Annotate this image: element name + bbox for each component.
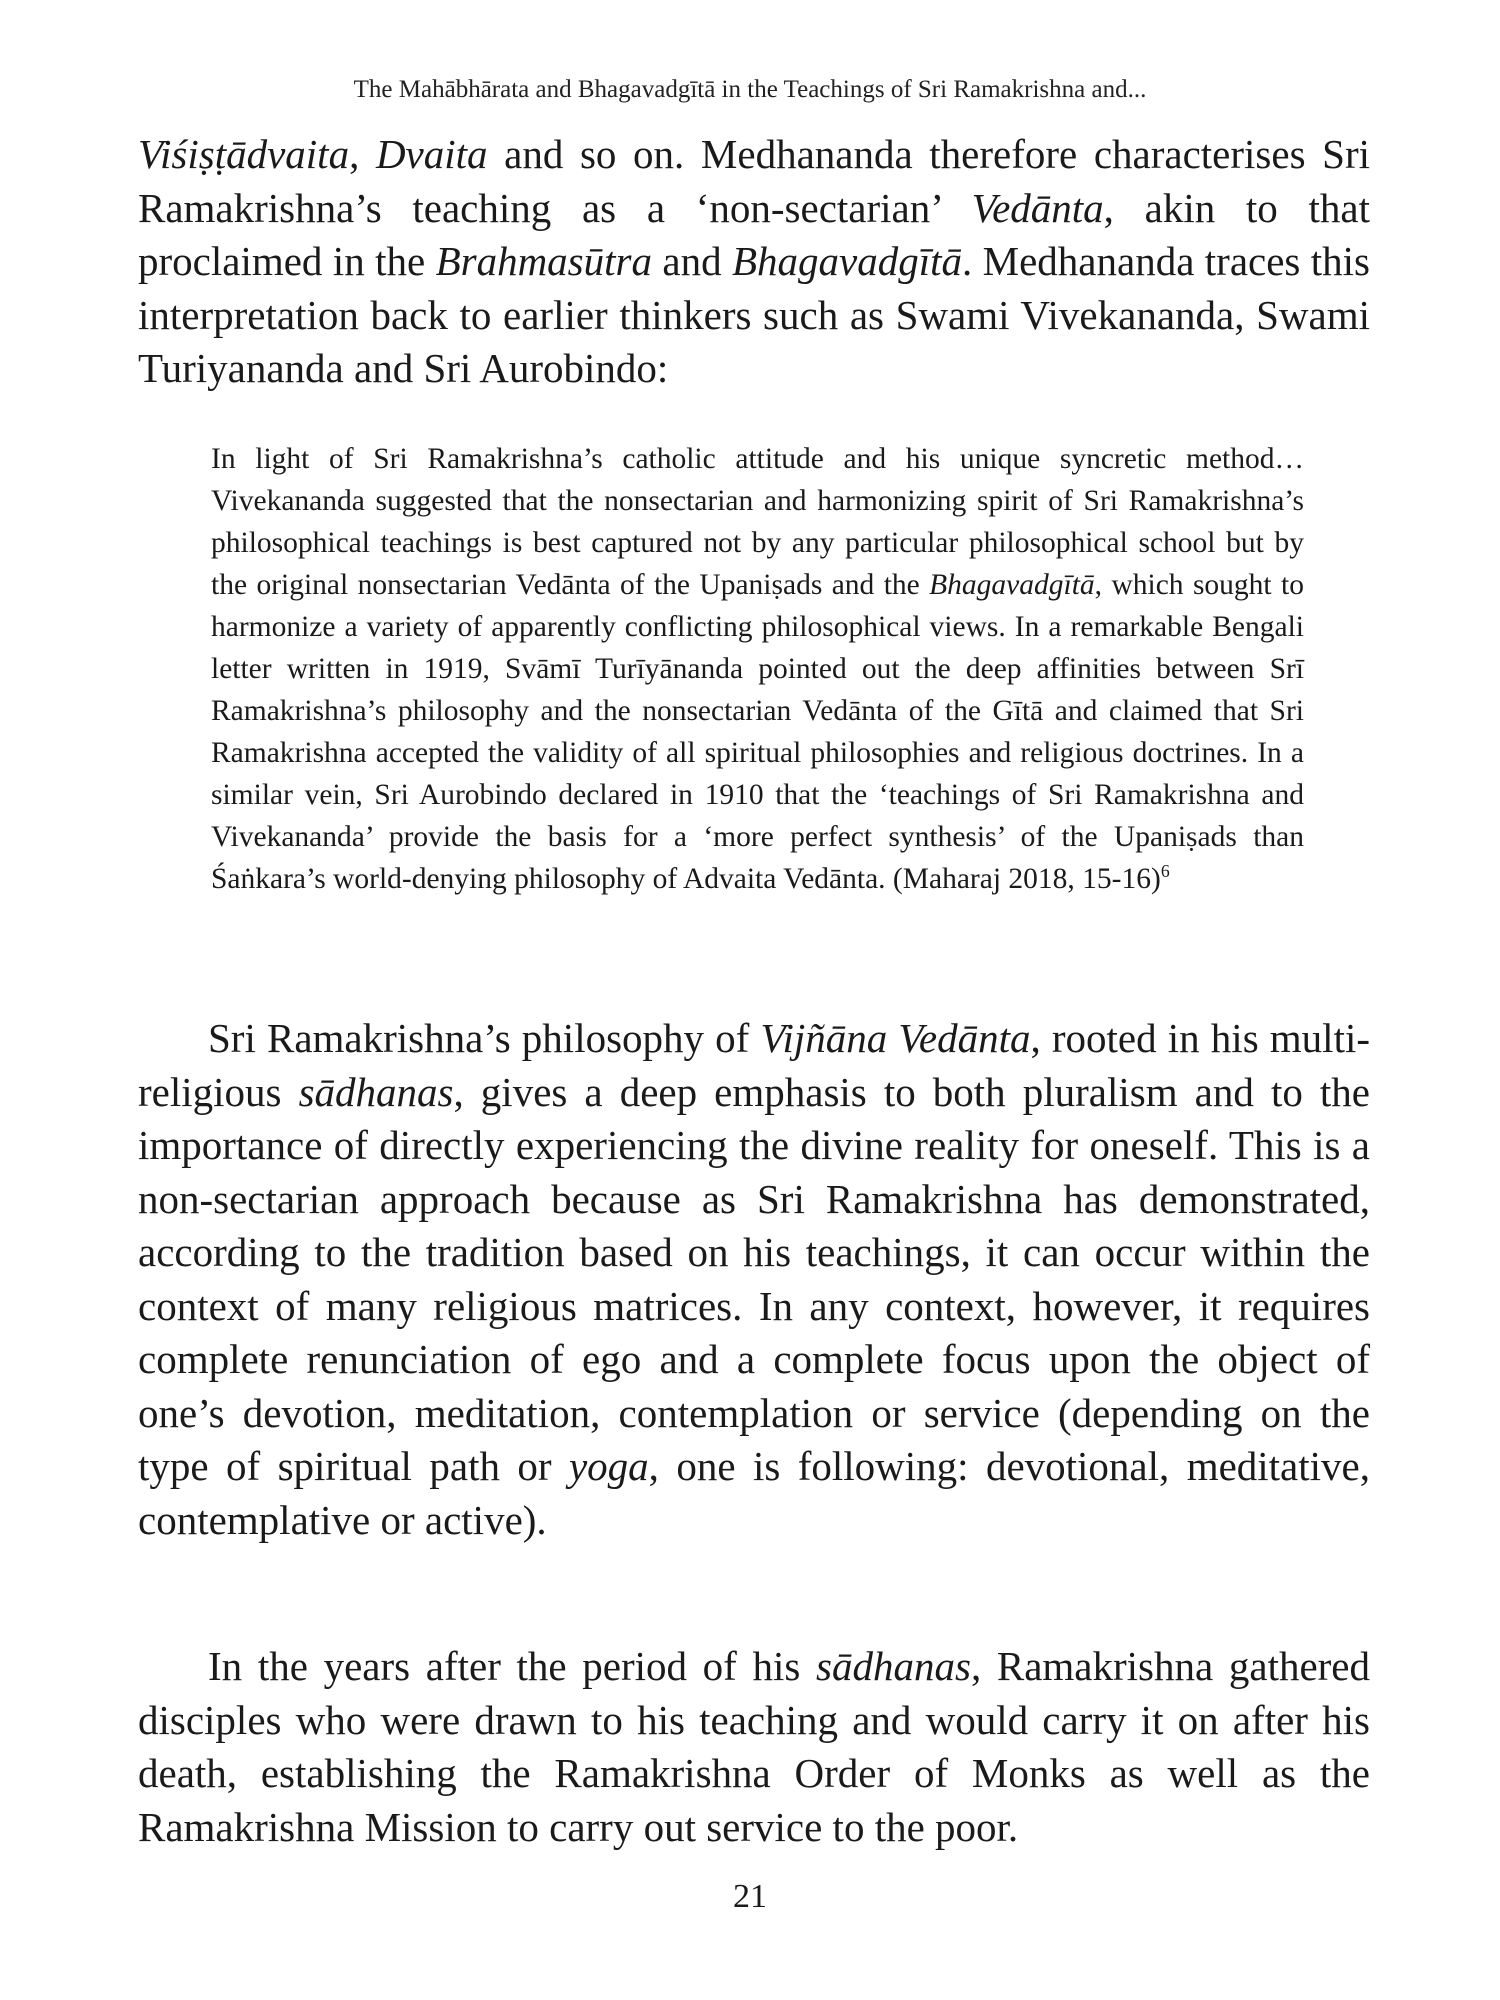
text-span: and bbox=[652, 238, 732, 284]
text-span: , rooted in his multi-religious bbox=[138, 1015, 1371, 1115]
term-vijnana-vedanta: Vijñāna Vedānta bbox=[760, 1015, 1031, 1061]
term-sadhanas: sādhanas bbox=[298, 1068, 454, 1115]
page-number: 21 bbox=[733, 1878, 767, 1915]
text-span: , bbox=[349, 131, 376, 177]
quote-text: In light of Sri Ramakrishna’s catholic attitude and his unique syncretic method…Vivekananda suggested that the nonsectarian and harmonizing spirit of Sri Ramakrishna’s philosophical teachings is best captured not by any particular philosophical school but by the original nonsectarian Vedānta of the Upaniṣads and the bbox=[211, 443, 1304, 601]
term-visistadvaita: Viśiṣṭādvaita bbox=[138, 131, 350, 177]
text-span: In the years after the period of his bbox=[208, 1643, 817, 1689]
footnote-marker: 6 bbox=[1160, 861, 1170, 882]
paragraph-intro bbox=[138, 128, 1370, 396]
term-yoga: yoga bbox=[568, 1443, 649, 1489]
running-header: The Mahābhārata and Bhagavadgītā in the Teachings of Sri Ramakrishna and... bbox=[353, 76, 1147, 103]
text-span: , one is following: devotional, meditative, contemplative or active). bbox=[138, 1443, 1370, 1543]
term-vedanta: Vedānta bbox=[971, 184, 1104, 231]
text-span: , akin to that proclaimed in the bbox=[138, 184, 1370, 284]
text-span: . Medhananda traces this interpretation back to earlier thinkers such as Swami Vivekananda, Swami Turiyananda and Sri Aurobindo: bbox=[138, 238, 1371, 391]
block-quotation bbox=[211, 438, 1304, 900]
quote-text: , which sought to harmonize a variety of apparently conflicting philosophical views. In a remarkable Bengali letter written in 1919, Svāmī Turīyānanda pointed out the deep affinities between Srī Ramakrishna’s philosophy and the nonsectarian Vedānta of the Gītā and claimed that Sri Ramakrishna accepted the validity of all spiritual philosophies and religious doctrines. In a similar vein, Sri Aurobindo declared in 1910 that the ‘teachings of Sri Ramakrishna and Vivekananda’ provide the basis for a ‘more perfect synthesis’ of the Upaniṣads than Śaṅkara’s world-denying philosophy of Advaita Vedānta. (Maharaj 2018, 15-16) bbox=[211, 569, 1304, 895]
text-span: Sri Ramakrishna’s philosophy of bbox=[208, 1015, 761, 1061]
quote-term-bhagavadgita: Bhagavadgītā bbox=[929, 569, 1095, 601]
text-span: , gives a deep emphasis to both pluralism and to the importance of directly experiencing the divine reality for oneself. This is a non-sectarian approach because as Sri Ramakrishna has demonstrated, according to the tradition based on his teachings, it can occur within the context of many religious matrices. In any context, however, it requires complete renunciation of ego and a complete focus upon the object of one’s devotion, meditation, contemplation or service (depending on the type of spiritual path or bbox=[138, 1068, 1371, 1489]
text-span: , Ramakrishna gathered disciples who were drawn to his teaching and would carry it on after his death, establishing the Ramakrishna Order of Monks as well as the Ramakrishna Mission to carry out service to the poor. bbox=[138, 1643, 1371, 1850]
term-sadhanas: sādhanas bbox=[816, 1643, 971, 1689]
text-span: and so on. Medhananda therefore characterises Sri Ramakrishna’s teaching as a ‘non-sectarian’ bbox=[138, 131, 1370, 231]
paragraph-vijnana-vedanta bbox=[138, 1012, 1370, 1547]
paragraph-disciples bbox=[138, 1640, 1370, 1854]
term-brahmasutra: Brahmasūtra bbox=[435, 238, 652, 284]
term-bhagavadgita: Bhagavadgītā bbox=[731, 238, 963, 284]
term-dvaita: Dvaita bbox=[375, 131, 488, 177]
